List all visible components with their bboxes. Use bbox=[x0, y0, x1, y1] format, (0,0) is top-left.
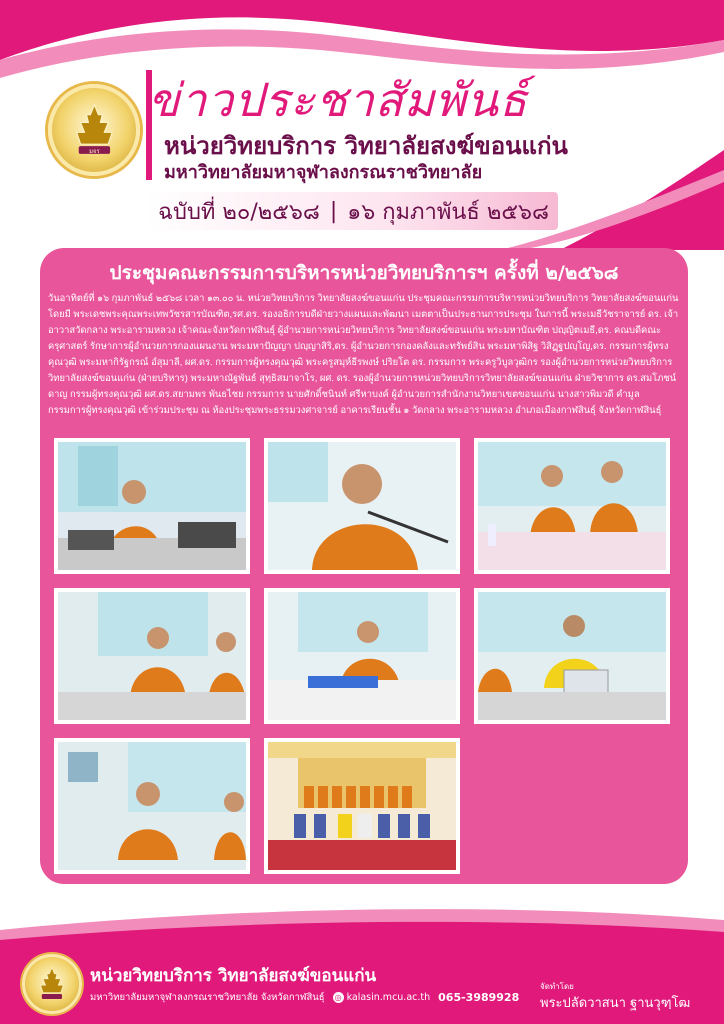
university-name: มหาวิทยาลัยมหาจุฬาลงกรณราชวิทยาลัย bbox=[164, 162, 483, 183]
page-title: ข่าวประชาสัมพันธ์ bbox=[148, 73, 529, 127]
temple-emblem-icon bbox=[65, 101, 124, 160]
official-with-laptop-photo bbox=[478, 592, 666, 720]
footer-website[interactable]: kalasin.mcu.ac.th bbox=[346, 992, 431, 1003]
issue-separator: | bbox=[329, 198, 338, 224]
group-photo bbox=[268, 742, 456, 870]
footer-address: มหาวิทยาลัยมหาจุฬาลงกรณราชวิทยาลัย จังหวัดกาฬสินธุ์ bbox=[90, 992, 325, 1003]
university-logo bbox=[48, 84, 140, 176]
meeting-photo-8 bbox=[264, 738, 460, 874]
monk-with-glasses-photo bbox=[58, 742, 246, 870]
monk-speaking-photo bbox=[268, 442, 456, 570]
meeting-photo-7 bbox=[54, 738, 250, 874]
meeting-photo-5 bbox=[264, 588, 460, 724]
meeting-photo-6 bbox=[474, 588, 670, 724]
footer-logo bbox=[22, 954, 82, 1014]
footer-contact bbox=[90, 990, 519, 1005]
article-body: วันอาทิตย์ที่ ๑๖ กุมภาพันธ์ ๒๕๖๘ เวลา ๑๓.๐๐ น. หน่วยวิทยบริการ วิทยาลัยสงฆ์ขอนแก่น ประชุมคณะกรรมการบริหารหน่วยวิทยบริการ วิทยาลัยสงฆ์ขอนแก่น โดยมี พระเดชพระคุณพระเทพวัชรสารบัณฑิต,รศ.ดร. รองอธิการบดีฝ่ายวางแผนและพัฒนา เมตตาเป็นประธานการประชุม ในการนี้ พระเมธีวัชราจารย์ ดร. เจ้าอาวาสวัดกลาง พระอารามหลวง เจ้าคณะจังหวัดกาฬสินธุ์ ผู้อำนวยการหน่วยวิทยบริการ วิทยาลัยสงฆ์ขอนแก่น พระมหาบัณฑิต ปญฺญิตเมธี,ดร. คณบดีคณะครุศาสตร์ รักษาการผู้อำนวยการกองแผนงาน พระมหาปัญญา ปญฺญาสิริ,ดร. ผู้อำนวยการกองคลังและทรัพย์สิน พระมหาพิสิฐ วิสิฏฺฐปญฺโญ,ดร. กรรมการผู้ทรงคุณวุฒิ พระมหากิรัฐกรณ์ อํสุมาลี, ผศ.ดร. กรรมการผู้ทรงคุณวุฒิ พระครูสมุห์ธีรพงษ์ ปริยโต ดร. กรรมการ พระครูวิบูลวุฒิกร รองผู้อำนวยการหน่วยวิทยบริการ วิทยาลัยสงฆ์ขอนแก่น (ฝ่ายบริหาร) พระมหาณัฐพันธ์ สุทฺธิสมาจาโร, ผศ. ดร. รองผู้อำนวยการหน่วยวิทยบริการวิทยาลัยสงฆ์ขอนแก่น ฝ่ายวิชาการ ดร.สมโภชน์ ดาญ กรรมผู้ทรงคุณวุฒิ ผศ.ดร.สยามพร พันธไชย กรรมการ นายศักดิ์ชนินท์ ศรีหาบงค์ ผู้อำนวยการสำนักงานวิทยาเขตขอนแก่น นางสาวพิมวดี คำมูล กรรมการผู้ทรงคุณวุฒิ เข้าร่วมประชุม ณ ห้องประชุมพระธรรมวงศาจารย์ อาคารเรียนชั้น ๑ วัดกลาง พระอารามหลวง อำเภอเมืองกาฬสินธุ์ จังหวัดกาฬสินธุ์ bbox=[48, 292, 679, 415]
meeting-photo-4 bbox=[54, 588, 250, 724]
monks-seated-photo bbox=[58, 592, 246, 720]
monk-at-table-photo bbox=[268, 592, 456, 720]
credit-label: จัดทำโดย bbox=[540, 982, 574, 991]
issue-number: ฉบับที่ ๒๐/๒๕๖๘ bbox=[158, 199, 320, 225]
footer-phone: 065-3989928 bbox=[438, 991, 520, 1004]
credit-name: พระปลัดวาสนา ฐานวุฑฺโฒ bbox=[540, 996, 691, 1011]
meeting-photo-3 bbox=[474, 438, 670, 574]
meeting-photo-2 bbox=[264, 438, 460, 574]
issue-date: ๑๖ กุมภาพันธ์ ๒๕๖๘ bbox=[347, 199, 549, 225]
temple-emblem-icon bbox=[33, 965, 71, 1003]
footer-unit-name: หน่วยวิทยบริการ วิทยาลัยสงฆ์ขอนแก่น bbox=[90, 966, 377, 986]
unit-name: หน่วยวิทยบริการ วิทยาลัยสงฆ์ขอนแก่น bbox=[164, 132, 568, 160]
two-monks-at-table-photo bbox=[478, 442, 666, 570]
issue-banner bbox=[146, 192, 558, 230]
monk-at-microphone-photo bbox=[58, 442, 246, 570]
globe-icon: ◎ bbox=[333, 992, 344, 1003]
meeting-photo-1 bbox=[54, 438, 250, 574]
logo-text: มจร bbox=[88, 148, 100, 155]
article-headline: ประชุมคณะกรรมการบริหารหน่วยวิทยบริการฯ ครั้งที่ ๒/๒๕๖๘ bbox=[109, 262, 619, 284]
